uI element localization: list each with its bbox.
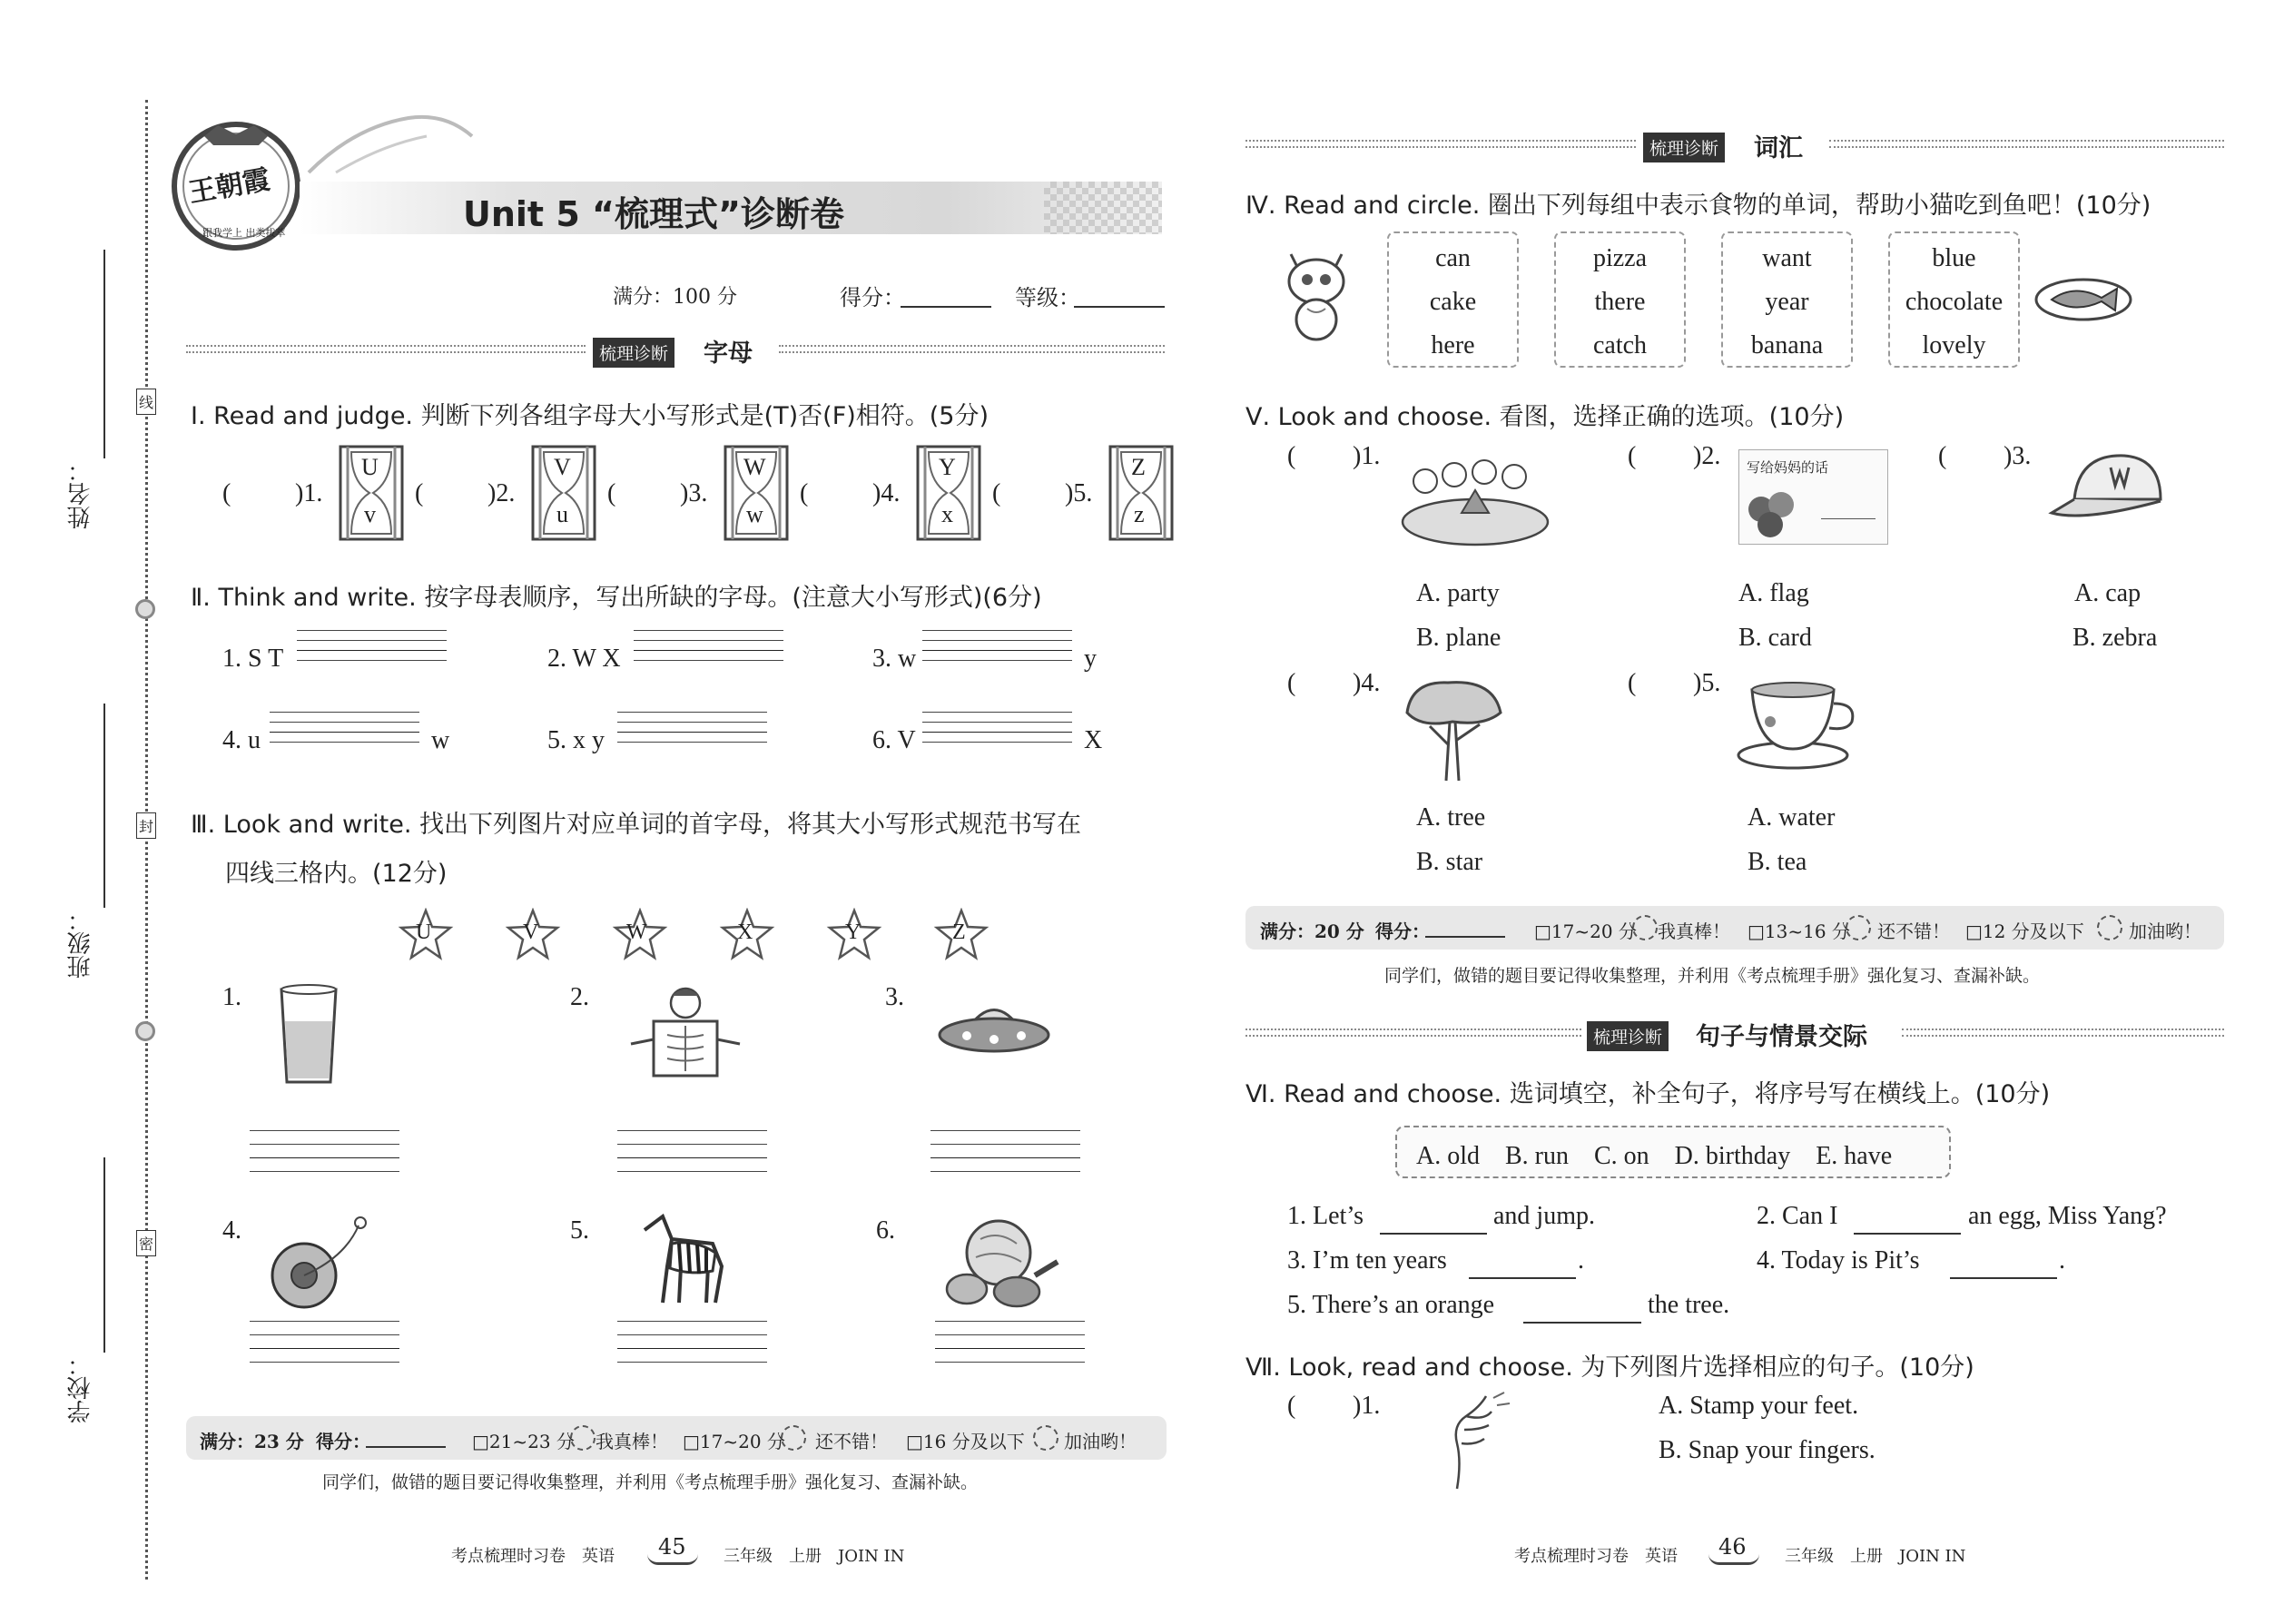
q1-answer-paren[interactable]: ( [415, 479, 424, 507]
bar-option-1[interactable]: □17~20 分 [1534, 920, 1637, 942]
q1-num: )2. [487, 479, 516, 507]
star-letter: W [626, 920, 647, 944]
ufo-icon [935, 994, 1053, 1067]
card-line [1821, 518, 1876, 519]
word-group [1387, 231, 1519, 368]
q5-num: )5. [1693, 669, 1721, 697]
cap-icon [2047, 445, 2174, 536]
q1-upper: U [361, 454, 379, 480]
q5-option-a[interactable]: A. party [1416, 579, 1500, 607]
q6-title: Ⅵ. Read and choose. 选词填空，补全句子，将序号写在横线上。(10分) [1245, 1080, 2051, 1108]
q2-suffix: y [1084, 645, 1097, 673]
q7-option-b[interactable]: B. Snap your fingers. [1659, 1436, 1876, 1464]
title-checker [1044, 182, 1162, 234]
seal-mark-seal: 封 [136, 812, 156, 839]
four-line-grid[interactable] [270, 712, 419, 752]
q5-paren[interactable]: ( [1628, 669, 1637, 697]
q5-paren[interactable]: ( [1938, 442, 1947, 470]
q2-prefix: 1. S T [222, 645, 284, 673]
section-divider-right [1829, 140, 2224, 148]
bar-option-3[interactable]: □12 分及以下 [1965, 920, 2084, 942]
full-score: 满分：100 分 [613, 286, 737, 309]
right-footer-book: 考点梳理时习卷 英语 [1514, 1547, 1678, 1566]
q1-answer-paren[interactable]: ( [222, 479, 231, 507]
q5-option-b[interactable]: B. zebra [2072, 624, 2158, 652]
q1-num: )1. [295, 479, 323, 507]
party-icon [1398, 449, 1552, 558]
q1-title: Ⅰ. Read and judge. 判断下列各组字母大小写形式是(T)否(F)相符。(5分) [191, 402, 989, 430]
card-image [1738, 449, 1888, 545]
bar-full: 满分：23 分 [200, 1431, 304, 1452]
section-tag: 梳理诊断 [1643, 133, 1725, 162]
word-option[interactable]: catch [1592, 331, 1648, 359]
q1-num: )4. [872, 479, 901, 507]
q5-num: )3. [2004, 442, 2032, 470]
logo [168, 118, 304, 254]
q6-s3b: . [1578, 1246, 1584, 1275]
smiley-icon [1632, 915, 1658, 940]
q5-num: )4. [1353, 669, 1381, 697]
smiley-icon [2097, 915, 2122, 940]
binding-hole-1 [135, 599, 155, 619]
section-title-vocab: 词汇 [1754, 134, 1803, 162]
name-label: 姓名： [67, 458, 94, 529]
binding-dotted-line [145, 100, 148, 1580]
section-tag: 梳理诊断 [1587, 1021, 1669, 1051]
section-divider-left [186, 345, 586, 353]
q2-prefix: 2. W X [547, 645, 621, 673]
bar-score-blank[interactable] [366, 1446, 446, 1448]
fish-plate-icon [2033, 272, 2133, 327]
q6-s5a: 5. There’s an orange [1287, 1291, 1495, 1319]
q2-item [222, 708, 495, 763]
four-line-grid[interactable] [297, 630, 447, 670]
word-option[interactable]: can [1435, 244, 1471, 272]
zebra-icon [635, 1212, 744, 1312]
section-divider-right [779, 345, 1165, 353]
bar-option-3[interactable]: □16 分及以下 [906, 1431, 1025, 1452]
smiley-icon [781, 1425, 806, 1451]
star-letter: Y [845, 920, 861, 944]
xray-boy-icon [626, 985, 744, 1085]
grade-label: 等级： [1015, 285, 1080, 310]
q1-upper: Y [939, 454, 956, 480]
q5-option-a[interactable]: A. cap [2074, 579, 2141, 607]
bar-option-1-text: 我真棒！ [1658, 920, 1730, 942]
q3-num: 5. [570, 1216, 589, 1245]
word-option[interactable]: blue [1932, 244, 1976, 272]
q1-answer-paren[interactable]: ( [800, 479, 809, 507]
four-line-grid[interactable] [922, 630, 1072, 670]
q2-prefix: 6. V [872, 726, 916, 754]
q6-s1a: 1. Let’s [1287, 1202, 1364, 1230]
bar-option-2-text: 还不错！ [1877, 920, 1950, 942]
seal-mark-dense: 密 [136, 1230, 156, 1256]
logo-slogan: 跟我学上 出类拔萃 [202, 227, 286, 239]
class-line [103, 704, 105, 908]
left-footer-page: 45 [658, 1534, 686, 1560]
q6-blank-5[interactable] [1523, 1322, 1641, 1324]
word-group [1888, 231, 2020, 368]
four-line-grid[interactable] [250, 1321, 399, 1375]
q1-answer-paren[interactable]: ( [992, 479, 1001, 507]
ribbon-decoration [300, 109, 481, 182]
school-label: 学校： [67, 1353, 94, 1423]
q6-blank-3[interactable] [1469, 1277, 1576, 1279]
star-icon [719, 908, 775, 964]
q1-answer-paren[interactable]: ( [607, 479, 616, 507]
four-line-grid[interactable] [250, 1130, 399, 1185]
q5-paren[interactable]: ( [1287, 442, 1296, 470]
q6-s1b: and jump. [1493, 1202, 1595, 1230]
smiley-icon [1846, 915, 1871, 940]
bar-option-2-text: 还不错！ [815, 1431, 888, 1452]
q5-option-b[interactable]: B. tea [1748, 848, 1807, 876]
q1-lower: u [556, 501, 568, 527]
q1-num: )5. [1065, 479, 1093, 507]
star-icon [505, 908, 561, 964]
q1-lower: z [1134, 501, 1145, 527]
word-option[interactable]: there [1594, 288, 1646, 316]
q5-num: )2. [1693, 442, 1721, 470]
word-option[interactable]: cake [1429, 288, 1477, 316]
name-line [103, 250, 105, 458]
four-line-grid[interactable] [930, 1130, 1080, 1185]
four-line-grid[interactable] [617, 712, 767, 752]
flowers-icon [1743, 487, 1816, 541]
bar-option-3-text: 加油哟！ [1064, 1431, 1137, 1452]
four-line-grid[interactable] [634, 630, 783, 670]
word-option[interactable]: chocolate [1905, 288, 2004, 316]
star-icon [398, 908, 454, 964]
q3-num: 4. [222, 1216, 241, 1245]
star-letter: V [523, 920, 539, 944]
q6-s2b: an egg, Miss Yang? [1968, 1202, 2167, 1230]
q6-s5b: the tree. [1648, 1291, 1730, 1319]
kitten-icon [1280, 245, 1353, 345]
q2-item [547, 708, 820, 763]
tree-icon [1393, 672, 1511, 785]
q1-lower: v [364, 501, 376, 527]
q6-s3a: 3. I’m ten years [1287, 1246, 1447, 1275]
q3-num: 1. [222, 983, 241, 1011]
q7-title: Ⅶ. Look, read and choose. 为下列图片选择相应的句子。(10分) [1245, 1353, 1974, 1382]
word-group [1554, 231, 1686, 368]
seal-mark-line: 线 [136, 389, 156, 415]
bar-full: 满分：20 分 [1260, 920, 1364, 942]
score-label: 得分： [840, 285, 905, 310]
q6-blank-4[interactable] [1950, 1277, 2057, 1279]
q1-lower: w [746, 501, 763, 527]
score-blank[interactable] [901, 306, 991, 308]
q2-item [547, 626, 820, 681]
four-line-grid[interactable] [617, 1130, 767, 1185]
q5-num: )1. [1353, 442, 1381, 470]
q5-title: Ⅴ. Look and choose. 看图，选择正确的选项。(10分) [1245, 403, 1845, 431]
bar-score: 得分： [1375, 920, 1430, 942]
q3-num: 3. [885, 983, 904, 1011]
q7-paren[interactable]: ( [1287, 1392, 1296, 1420]
q5-option-b[interactable]: B. star [1416, 848, 1483, 876]
word-option[interactable]: pizza [1592, 244, 1648, 272]
q6-s2a: 2. Can I [1757, 1202, 1838, 1230]
q2-item [872, 626, 1145, 681]
q5-option-b[interactable]: B. card [1738, 624, 1812, 652]
section-divider-right [1902, 1029, 2224, 1037]
bar-option-1-text: 我真棒！ [596, 1431, 668, 1452]
four-line-grid[interactable] [617, 1321, 767, 1375]
word-group [1721, 231, 1853, 368]
star-letter: Z [952, 920, 966, 944]
star-letter: X [737, 920, 753, 944]
word-option[interactable]: here [1431, 331, 1475, 359]
q1-items [222, 445, 1167, 541]
vegetables-icon [944, 1212, 1062, 1312]
star-icon [826, 908, 882, 964]
q2-prefix: 4. u [222, 726, 261, 754]
card-caption: 写给妈妈的话 [1747, 459, 1829, 476]
q1-lower: x [941, 501, 953, 527]
q2-suffix: X [1084, 726, 1103, 754]
q6-s4a: 4. Today is Pit’s [1757, 1246, 1920, 1275]
word-option[interactable]: year [1765, 288, 1809, 316]
word-option[interactable]: want [1762, 244, 1812, 272]
bar-score: 得分： [316, 1431, 370, 1452]
right-note: 同学们，做错的题目要记得收集整理，并利用《考点梳理手册》强化复习、查漏补缺。 [1384, 966, 2041, 986]
q1-upper: Z [1131, 454, 1146, 480]
q2-item [872, 708, 1145, 763]
grade-blank[interactable] [1074, 306, 1165, 308]
right-footer-grade: 三年级 上册 JOIN IN [1785, 1547, 1966, 1566]
q3-stars [398, 908, 997, 967]
q2-prefix: 5. x y [547, 726, 605, 754]
q6-blank-1[interactable] [1380, 1233, 1487, 1235]
q4-title: Ⅳ. Read and circle. 圈出下列每组中表示食物的单词，帮助小猫吃到鱼吧！(10分) [1245, 192, 2151, 220]
q2-prefix: 3. w [872, 645, 917, 673]
word-option[interactable]: lovely [1922, 331, 1986, 359]
teacup-icon [1729, 672, 1866, 772]
snap-fingers-icon [1439, 1389, 1521, 1493]
section-divider-left [1245, 1029, 1581, 1037]
bar-option-2[interactable]: □13~16 分 [1748, 920, 1850, 942]
glass-icon [272, 980, 345, 1089]
q5-paren[interactable]: ( [1287, 669, 1296, 697]
smiley-icon [1033, 1425, 1058, 1451]
q2-suffix: w [431, 726, 450, 754]
section-title-letters: 字母 [704, 340, 753, 368]
q5-option-a[interactable]: A. flag [1738, 579, 1809, 607]
word-option[interactable]: banana [1750, 331, 1824, 359]
right-footer-page: 46 [1718, 1534, 1747, 1560]
q3-title-cont: 四线三格内。(12分) [225, 860, 448, 888]
star-icon [933, 908, 989, 964]
q7-num: )1. [1353, 1392, 1381, 1420]
bar-option-1[interactable]: □21~23 分 [472, 1431, 575, 1452]
q5-option-b[interactable]: B. plane [1416, 624, 1501, 652]
logo-name: 王朝霞 [186, 163, 272, 210]
left-note: 同学们，做错的题目要记得收集整理，并利用《考点梳理手册》强化复习、查漏补缺。 [322, 1472, 979, 1492]
q1-num: )3. [680, 479, 708, 507]
class-label: 班级： [67, 908, 94, 979]
section-divider-left [1245, 140, 1636, 148]
q6-options: A. old B. run C. on D. birthday E. have [1416, 1142, 1893, 1170]
star-letter: U [416, 920, 432, 944]
four-line-grid[interactable] [935, 1321, 1085, 1375]
binding-hole-2 [135, 1021, 155, 1041]
q1-upper: V [554, 454, 571, 480]
left-footer-grade: 三年级 上册 JOIN IN [724, 1547, 905, 1566]
q3-title: Ⅲ. Look and write. 找出下列图片对应单词的首字母，将其大小写形式规范书写在 [191, 811, 1082, 839]
q3-num: 6. [876, 1216, 895, 1245]
four-line-grid[interactable] [922, 712, 1072, 752]
star-icon [612, 908, 668, 964]
smiley-icon [570, 1425, 596, 1451]
bar-option-3-text: 加油哟！ [2129, 920, 2201, 942]
page-title: Unit 5 “梳理式”诊断卷 [463, 194, 844, 234]
school-line [103, 1157, 105, 1353]
q6-blank-2[interactable] [1854, 1233, 1961, 1235]
q2-item [222, 626, 495, 681]
bar-option-2[interactable]: □17~20 分 [683, 1431, 785, 1452]
q5-paren[interactable]: ( [1628, 442, 1637, 470]
q6-s4b: . [2059, 1246, 2065, 1275]
bar-score-blank[interactable] [1425, 936, 1505, 938]
section-tag: 梳理诊断 [593, 338, 674, 368]
q2-grid [222, 626, 1167, 772]
q3-num: 2. [570, 983, 589, 1011]
yoyo-icon [263, 1212, 381, 1312]
section-title-sentences: 句子与情景交际 [1696, 1023, 1867, 1051]
q5-option-a[interactable]: A. water [1748, 803, 1836, 832]
q5-option-a[interactable]: A. tree [1416, 803, 1486, 832]
q1-upper: W [743, 454, 766, 480]
q2-title: Ⅱ. Think and write. 按字母表顺序，写出所缺的字母。(注意大小写形式)(6分) [191, 584, 1042, 612]
q7-option-a[interactable]: A. Stamp your feet. [1659, 1392, 1859, 1420]
left-footer-book: 考点梳理时习卷 英语 [451, 1547, 615, 1566]
